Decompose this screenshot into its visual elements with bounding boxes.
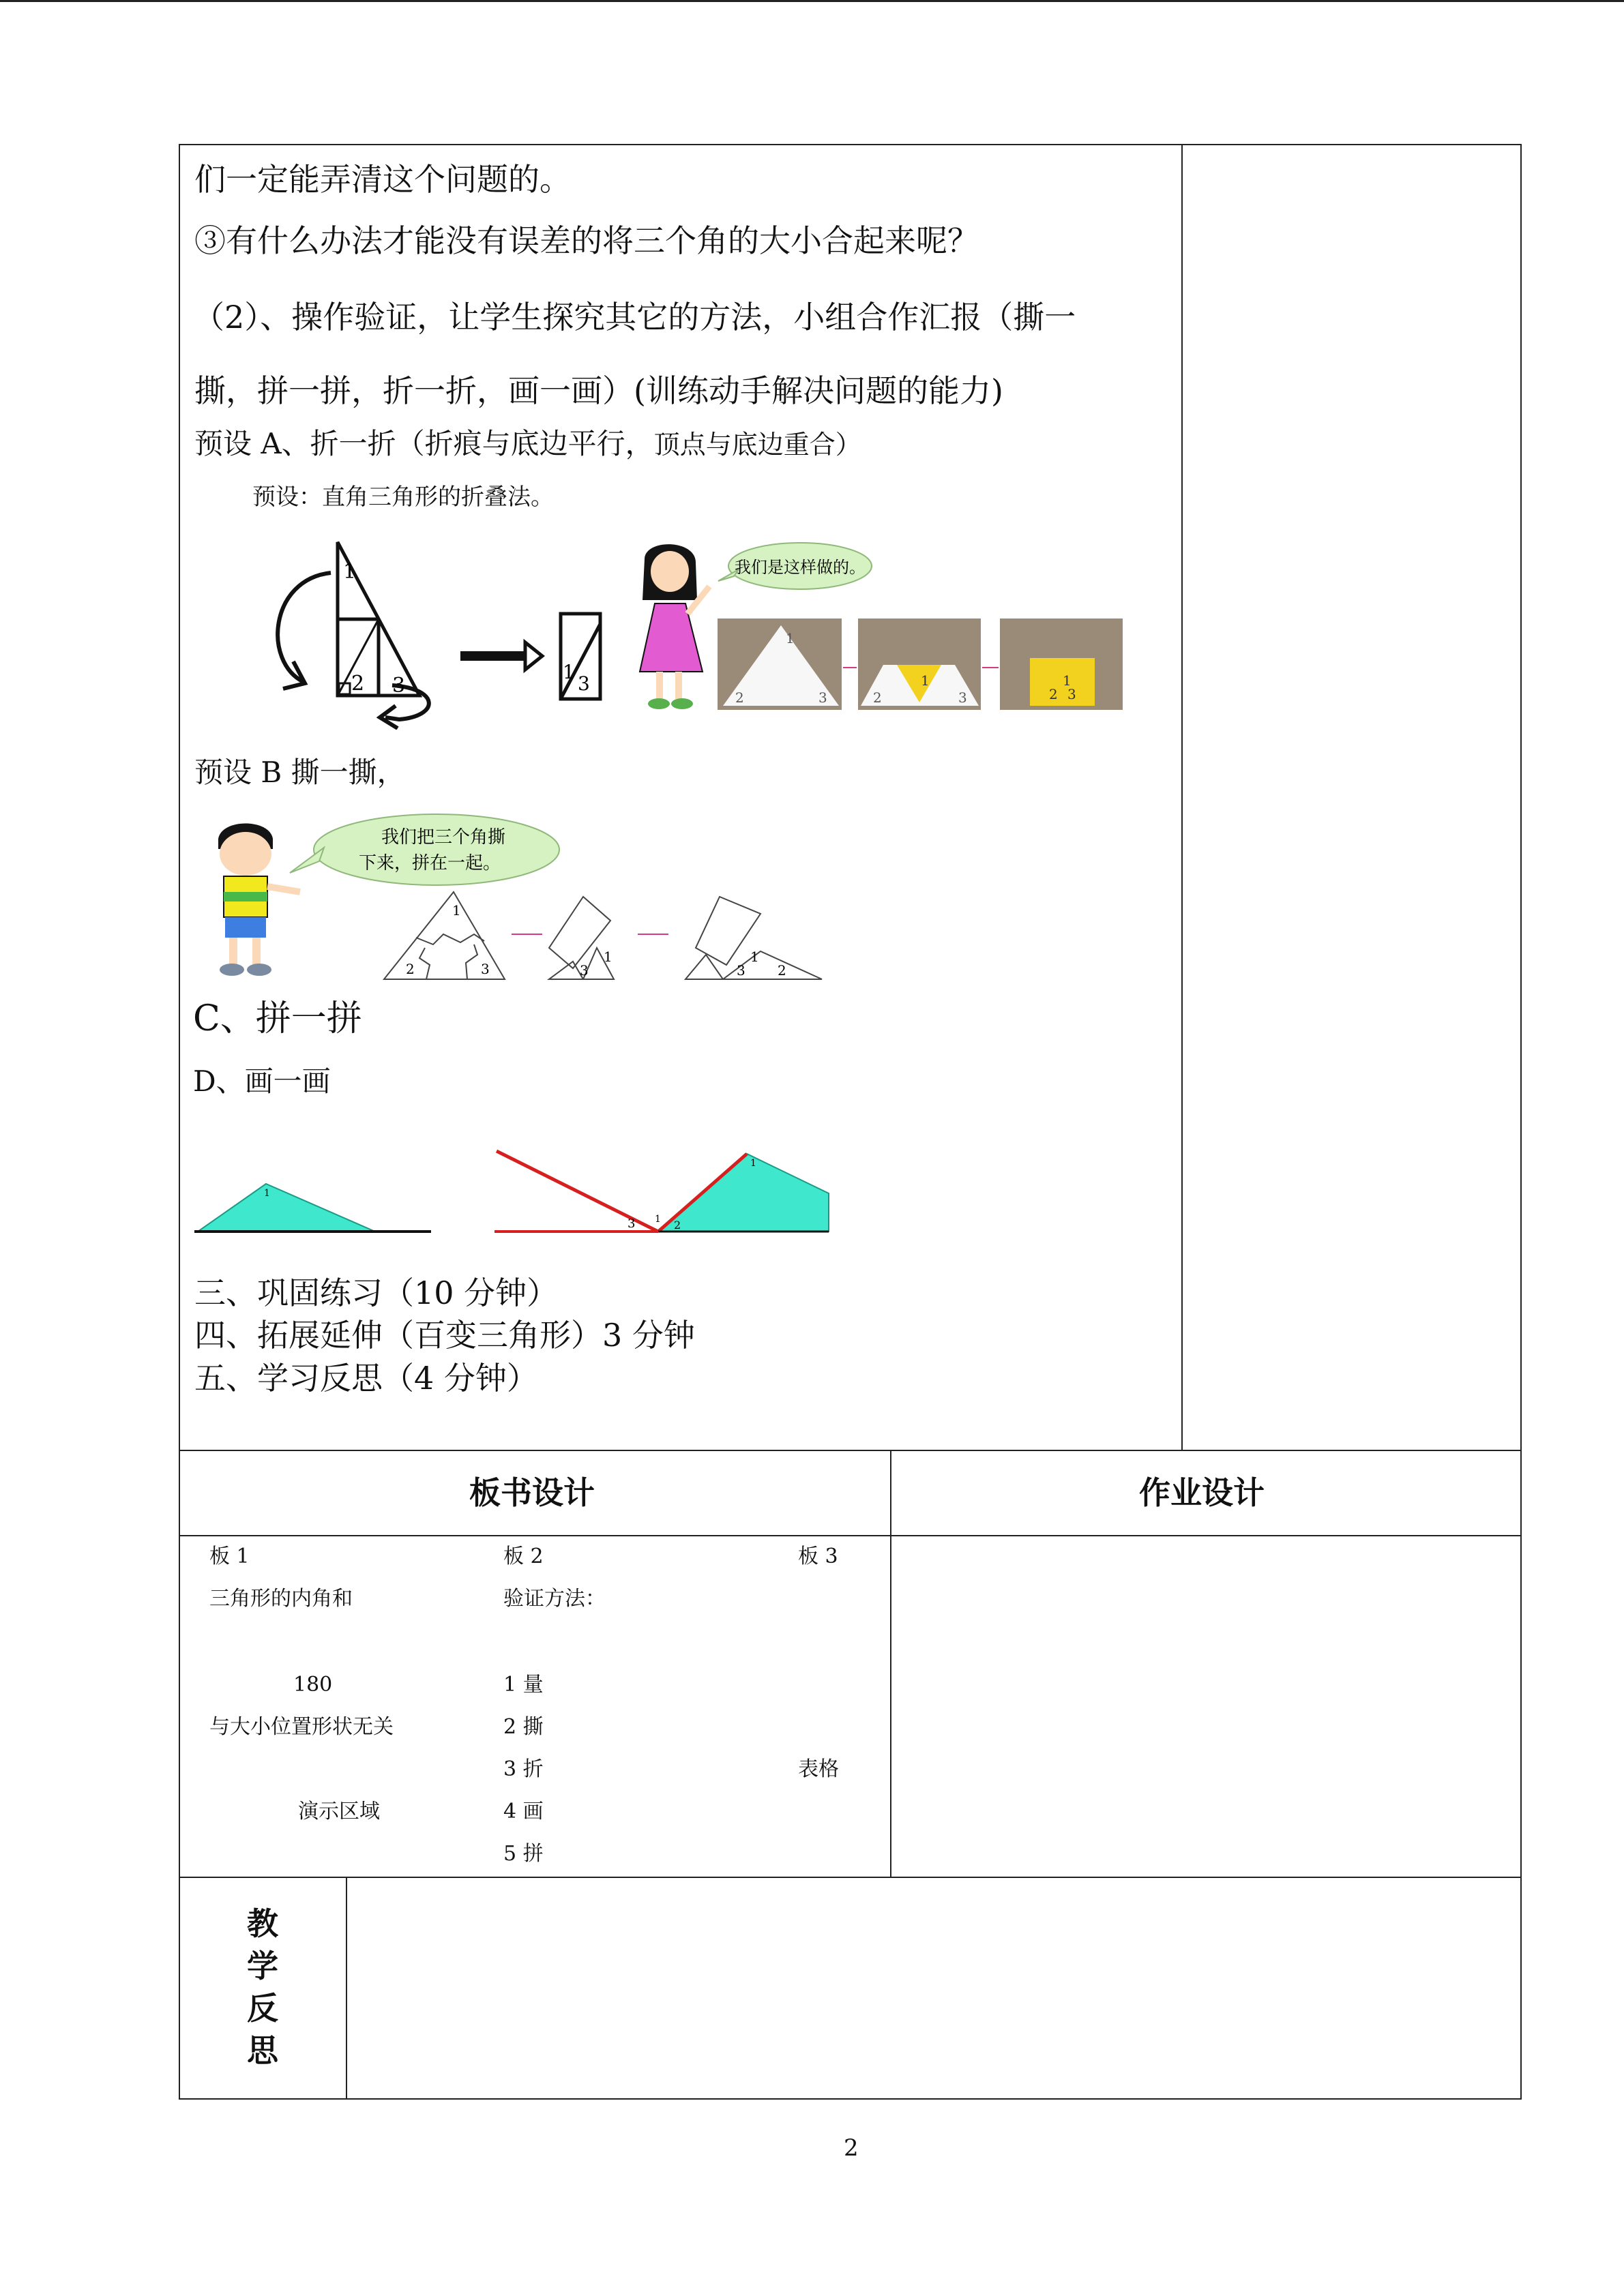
preset-a-main: 预设 A、折一折（折痕与底边平行， xyxy=(194,427,654,460)
board-2-method-2: 2 撕 xyxy=(503,1715,544,1739)
tear-triangle-1-tear-top xyxy=(416,934,484,944)
folded-angle-label-3: 3 xyxy=(578,672,590,695)
cyan-triangle xyxy=(198,1184,375,1232)
boy-bubble-line-2: 下来，拼在一起。 xyxy=(358,853,501,874)
girl-bubble-text: 我们是这样做的。 xyxy=(735,558,866,577)
fold-photo-3-label-3: 3 xyxy=(1067,686,1076,702)
girl-character xyxy=(634,539,716,716)
girl-speech-bubble xyxy=(715,539,875,593)
angle-label-1: 1 xyxy=(343,560,357,584)
preset-b-heading: 预设 B 撕一撕， xyxy=(194,756,406,789)
board-section-top-line xyxy=(179,1450,1522,1451)
reflection-top-line xyxy=(179,1877,1522,1878)
preset-c-heading: C、拼一拼 xyxy=(193,998,362,1039)
boy-face xyxy=(220,832,271,876)
draw-triangle-figure-2 xyxy=(491,1146,832,1234)
board-1-line-1: 三角形的内角和 xyxy=(209,1587,353,1611)
preset-a-tail: 顶点与底边重合） xyxy=(653,430,861,460)
angle-label-2: 2 xyxy=(351,672,365,696)
draw-1-label-1: 1 xyxy=(264,1188,270,1199)
fold-photo-1-label-3: 3 xyxy=(818,689,827,706)
angle-label-3: 3 xyxy=(392,674,406,698)
boy-shirt-stripe xyxy=(224,892,267,901)
girl-leg-left xyxy=(656,672,663,699)
tear-3-label-1: 1 xyxy=(750,949,759,965)
lesson-line-3: （2）、操作验证，让学生探究其它的方法，小组合作汇报（撕一 xyxy=(193,299,1076,336)
board-1-line-4: 演示区域 xyxy=(298,1800,380,1823)
board-homework-divider xyxy=(890,1450,891,1878)
fold-photo-2-label-3: 3 xyxy=(958,689,967,706)
girl-shoe-right xyxy=(671,698,693,709)
board-2-method-5: 5 拼 xyxy=(503,1842,544,1866)
board-3-title: 板 3 xyxy=(798,1545,838,1568)
step-3: 三、巩固练习（10 分钟） xyxy=(194,1274,559,1311)
draw-2-label-3: 3 xyxy=(628,1217,636,1231)
fold-photo-3-label-2: 2 xyxy=(1049,686,1058,702)
girl-leg-right xyxy=(675,672,682,699)
boy-bubble-line-1: 我们把三个角撕 xyxy=(381,827,506,848)
boy-shoe-left xyxy=(220,964,244,976)
fold-photo-2-label-1: 1 xyxy=(921,672,930,689)
step-4: 四、拓展延伸（百变三角形）3 分钟 xyxy=(194,1317,695,1354)
board-1-line-3: 与大小位置形状无关 xyxy=(209,1715,394,1739)
board-2-method-1: 1 量 xyxy=(503,1673,544,1697)
draw-2-label-1: 1 xyxy=(655,1214,661,1225)
tear-triangle-1-tear-left xyxy=(419,948,430,979)
boy-leg-right xyxy=(252,938,261,965)
board-header-bottom-line xyxy=(179,1535,1522,1536)
preset-a-sub: 预设：直角三角形的折叠法。 xyxy=(252,483,554,511)
draw-2-label-2: 2 xyxy=(674,1219,681,1232)
board-1-line-2: 180 xyxy=(293,1673,333,1697)
lesson-line-4: 撕，拼一拼，折一折，画一画）(训练动手解决问题的能力) xyxy=(194,372,1003,409)
tear-2-label-3: 3 xyxy=(580,962,589,979)
reflection-char-2: 学 xyxy=(247,1948,278,1984)
draw-triangle-figure-1 xyxy=(191,1173,437,1234)
board-2-method-3: 3 折 xyxy=(503,1757,544,1781)
fold-photo-2-label-2: 2 xyxy=(873,689,882,706)
fold-photo-1-label-2: 2 xyxy=(735,689,744,706)
girl-dress xyxy=(640,603,703,672)
boy-leg-left xyxy=(229,938,237,965)
board-design-header: 板书设计 xyxy=(469,1474,595,1511)
preset-a-heading xyxy=(194,427,861,460)
board-2-method-4: 4 画 xyxy=(503,1800,544,1823)
tear-1-label-2: 2 xyxy=(406,961,415,977)
tear-triangle-1-tear-right xyxy=(466,944,477,979)
board-3-line-1: 表格 xyxy=(798,1757,839,1781)
fold-photo-1-label-1: 1 xyxy=(786,630,795,646)
page-number: 2 xyxy=(844,2134,859,2162)
tear-triangle-3-piece-2 xyxy=(685,955,723,979)
tear-triangle-2-piece-1 xyxy=(549,897,610,968)
step-5: 五、学习反思（4 分钟） xyxy=(194,1360,538,1397)
right-triangle-fold-figure xyxy=(263,539,624,730)
teaching-reflection-label xyxy=(235,1903,290,2072)
tear-triangle-2-piece-2 xyxy=(549,961,583,979)
girl-face xyxy=(651,551,689,592)
lesson-line-2: ③有什么办法才能没有误差的将三个角的大小合起来呢？ xyxy=(194,222,979,259)
tear-3-label-3: 3 xyxy=(737,962,745,979)
draw-2-label-1-top: 1 xyxy=(750,1158,756,1169)
tear-3-label-2: 2 xyxy=(778,962,786,979)
reflection-char-3: 反 xyxy=(247,1990,278,2027)
homework-design-header: 作业设计 xyxy=(1139,1474,1265,1511)
reflection-label-divider xyxy=(346,1877,347,2100)
folded-angle-label-1: 1 xyxy=(563,661,575,683)
tear-2-label-1: 1 xyxy=(604,949,612,965)
board-1-title: 板 1 xyxy=(209,1545,250,1568)
fold-arrow-left xyxy=(278,573,331,682)
tear-triangle-sequence xyxy=(379,886,829,989)
fold-photo-3-label-1: 1 xyxy=(1063,672,1072,689)
lesson-line-1: 们一定能弄清这个问题的。 xyxy=(194,161,571,198)
right-column-divider xyxy=(1181,144,1183,1451)
reflection-char-4: 思 xyxy=(247,2032,278,2069)
cyan-triangle-moved xyxy=(658,1154,829,1232)
tear-1-label-1: 1 xyxy=(452,902,461,919)
boy-shorts xyxy=(225,917,266,938)
boy-speech-bubble xyxy=(286,810,566,892)
fold-photo-sequence xyxy=(716,617,1125,713)
result-arrow-head xyxy=(525,642,542,670)
preset-d-heading: D、画一画 xyxy=(193,1064,331,1098)
girl-shoe-left xyxy=(648,698,670,709)
board-2-line-1: 验证方法： xyxy=(503,1587,606,1611)
boy-shoe-right xyxy=(247,964,271,976)
reflection-char-1: 教 xyxy=(247,1905,278,1942)
tear-1-label-3: 3 xyxy=(481,961,490,977)
page-top-border xyxy=(0,0,1624,2)
board-2-title: 板 2 xyxy=(503,1545,544,1568)
